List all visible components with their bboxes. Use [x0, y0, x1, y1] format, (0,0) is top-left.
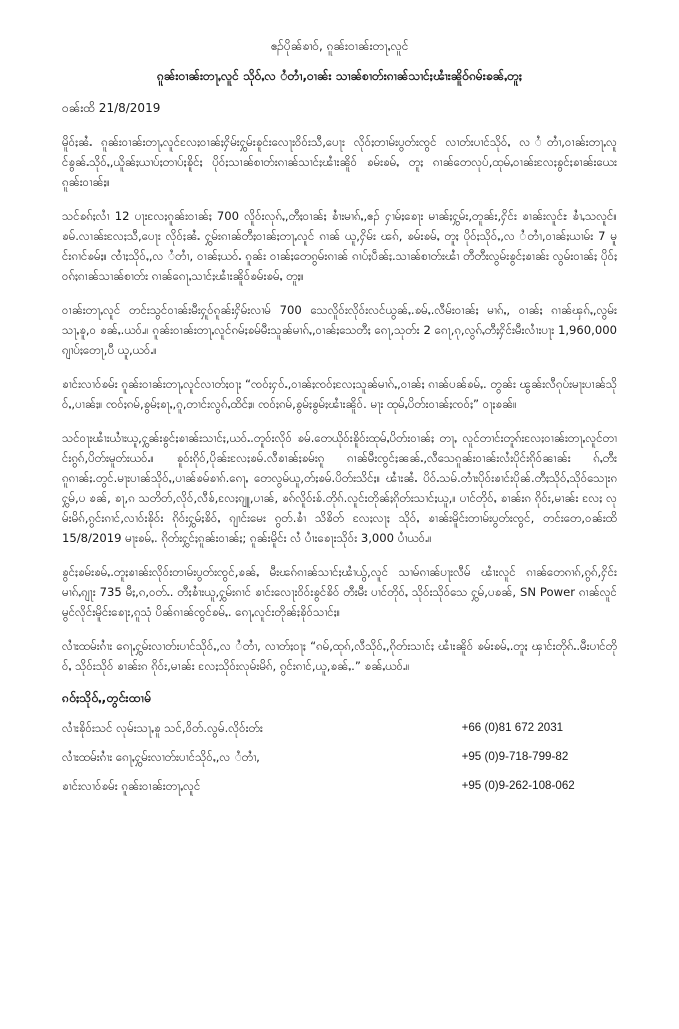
headline: ၵူၼ်းဝၢၼ်းတႃႇလူင် သိုဝ်ႇလ ႆတၢႆ,ဝၢၼ်း သၢၼ်စၢတ်းၵၢၼ်သၢင်ႈၽၢႆးၼိူဝ်ၵမ်းၶၼ်ႇတူႈ: [157, 69, 522, 83]
contact-phone: +66 (0)81 672 2031: [461, 721, 564, 734]
paragraph: လၢႆးထမ်းၵၢႆး ၵေႃႇႁွမ်းလၢတ်းပၢင်သိုဝ်ႇ,လ ႆတၢႆ, လၢတ်ႈဝႃႈ “ၵမ်,ထုၵ်,လီသိုဝ်ႇ,ၵိုတ်းသၢင်ႈ ၽၢႆးၼိူဝ် ၶမ်းၶမ်ႇ.တူႈ ၾၢင်းတိုၵ်ႉ.မီးပၢင်တိုဝ်ႇ သိုဝ်းသိုဝ် ၶၢၼ်းၵ ၵိုဝ်း,မၢၼ်း လႄႈသိုဝ်းလုမ်းမိၵ်, ၵွင်းၵၢင်,ယူ,ၶၼ်ႇ.” ၶၼ်ႇယဝ်ႉ။: [62, 639, 617, 673]
release-date: ဝၼ်းထိ 21/8/2019: [62, 101, 161, 115]
contact-heading: ၵဝ်ႈသိုဝ်ႇ,တွင်းထၢမ်: [62, 690, 152, 705]
paragraph: သင်ဝႃးၽၢႆးယၢႆးယူ,ႁွၼ်းၶွင်ႈၶၢၼ်းသၢင်ႈ,ယဝ်ႉ.တူဝ်းလိုဝ် ၶမ်.တေယိုဝ်းၶိူဝ်းထုမ်ႇပိတ်းဝၢၼ်ႈ တႃႇ လူင်တၢင်းတူၵ်းလႄႈဝၢၼ်းတႃႇလူင်တၢင်းၵွၵ်,ပိတ်းမူတ်းယဝ်ႉ။ ၶူဝ်းၵိုဝ်,ပိုၼ်းလႄႈၶမ်.လီၶၢၼ်ႈၶမ်းၵူ ၵၢၼ်မီးၸွင်ႈၼၼ်ႉ,လီသေၵူၼ်းဝၢၼ်းလႆးပိုင်းၵိုဝ်ၼၢၼ်း ၵ်ႇတီးၵူၵၢၼ်ႈ.တွင်.မႃးပၢၼ်သိုဝ်ႇ,ပၢၼ်ၶမ်ၶၢၵ်.ၵေႃႇ တေလွမ်ယူ,တ်ႈၶမ်.ပိတ်းသိင်ႈ။ ၽၢႆးၼႆႉ ပိဝ်ႉသမ်.တၢႆးပိုဝ်းၶၢင်းပိုၼ်.တီႈသိုဝ်ႇသိုဝ်သေႃးၵ ႁွမ်,ပ ၶၼ်, ၶႃ,ၵ သတိတ်,လိုဝ်,လီၶ်,လႄႈၵျူ,ပၢၼ်, ၶၵ်လိူဝ်းၶ်.တိုၵ်.လူင်းတိုၼ်ႈၵိုတ်းသၢင်ႈယူ,။ ပၢင်တိုဝ်ႇ ၶၢၼ်းၵ ၵိုဝ်း,မၢၼ်း လႄႈ လုမ်းမိၵ်,ၵွင်းၵၢင်,လၢဝ်းၶိုဝ်း ၵိုဝ်းႁွမ်ႈၶိဝ်ႇ ၵျၢင်းမေး ၵွတ်.ၶၢႆ သိၶိတ် လႄႈလႃႈ သိုဝ်ႇ ၶၢၼ်းမိူင်းတၢမ်းပွတ်းၸွင်, တင်းတေ,ဝၼ်းထိ 15/8/2019 မႃးၶမ်ႇ. ၵိုတ်းႁွင်ႈၵူၼ်းဝၢၼ်ႈ; ၵူၼ်းမိူင်း လႆ ပၢႆးၶေႃးသိုဝ်း 3,000 ပၢႆယဝ်ႉ။: [62, 431, 617, 545]
contact-phone: +95 (0)9-718-799-82: [461, 750, 569, 763]
body-text: [62, 132, 617, 676]
contact-phone: +95 (0)9-262-108-062: [461, 779, 575, 792]
paragraph: ဝၢၼ်းတႃႇလူင် တင်းသွင်ဝၢၼ်းမီးႁူဝ်ၵူၼ်းႁိမ်းလၢမ် 700 သေလိူဝ်းလိုဝ်းလင်ယွၼ်ႇ.ၶမ်ႇ.လီမ်းဝၢၼ်ႈ မၢၵ်ႇ, ဝၢၼ်ႈ ၵၢၼ်ၾၵ်ႇ,လွမ်း သႃႇၶူ,ဝ ၶၼ်ႇ.ယဝ်ႉ။ ၵူၼ်းဝၢၼ်းတႃႇလူင်ၵမ်ႈၶမ်မီးသူၼ်မၢၵ်ႇ,ဝၢၼ်ႈသေတီႈ ၵေႃ,သုတ်း 2 ၵေႃ,ၵု,လွၵ်ႇတီႈႁိင်းမီးလၢႆးပႃး 1,960,000 ၵျၢပ်ႈတေႃ,ပီ ယူ,ယဝ်ႉ။: [62, 303, 617, 357]
contact-name: လၢႆးၶိုဝ်းသင် လုမ်းသႃႇၶူ သင်,ဝိတ်.လွမ်.လိုဝ်းတ်း: [62, 721, 263, 735]
contact-row: [62, 779, 617, 808]
paragraph: သင်ၶၵ်ႈလၢႆ 12 ပႃးလႄႈၵူၼ်းဝၢၼ်ႈ 700 လိူဝ်းလုၵ်ႇ,တီႈဝၢၼ်ႈ ၶၢႆးမၢၵ်ႇ,ဧၣ် ႁၢမ်ႈၶေႃး မၢၼ်ႈႁွမ်း,တူၼ်း,ႁိင်း ၶၢၼ်းလူင်ႊ ၶၢႆႇသလူင်။ ၶမ်.လၢၼ်းလႄႈသီ,ပေႃး လိုဝ်ႈၼႆႉ ႁွမ်းၵၢၼ်တီႈဝၢၼ်ႈတႃႇလူင် ၵၢၼ် ယူ,ႁိမ်း ၽၵ်, ၶမ်းၶမ်ႇ တူႈ ပိုဝ်ႈသိုဝ်ႇ,လ ႆတၢႆ,ဝၢၼ်ႈယၢမ်း 7 မူင်းၵၢင်ၶမ်ႈ။ ၸၢႆႈသိုဝ်ႇ,လ ႆတၢႆ, ဝၢၼ်ႈယဝ်ႉ ၵူၼ်း ဝၢၼ်ႈတေၵွမ်းၵၢၼ် ၵၢပ်ႈပဵၼ်ႈ.သၢၼ်စၢတ်းၽၢႆ တီတီးလွမ်းၶွင်ႈၶၢၼ်း လွမ်းဝၢၼ်ႈ ပိုဝ်ႈဝၵ်ႈၵၢၼ်သၢၼ်စၢတ်း ၵၢၼ်ၵေႃႇသၢင်ႈၽၢႆးၼိူဝ်ၶမ်းၶမ်ႇ တူႈ။: [62, 209, 617, 283]
paragraph: မိူဝ်ႈၼႆႉ ၵူၼ်းဝၢၼ်းတႃႇလူင်လႄႈဝၢၼ်ႈႁိမ်းႁွမ်းၶူင်းလေႃးဝိဝ်းသီ,ပေႃး လိုဝ်ႈတၢမ်းပွတ်းၸွင် လၢတ်းပၢင်သိုဝ်ႇ လ ႆတၢႆ,ဝၢၼ်းတႃႇလူင်ၶွၼ်ႉသိုဝ်ႇ,ယိူၼ်ႈယၢပ်ႈတၢပ်ႈၶိူင်ႈ ပိုဝ်ႈသၢၼ်စၢတ်းၵၢၼ်သၢင်ႈၽၢႆးၼိူဝ် ၶမ်းၶမ်ႇ တူႈ ၵၢၼ်တေလုပ်,ထုမ်ႇဝၢၼ်းလႄႈၶွင်ႈၶၢၼ်းယေး ၵူၼ်းဝၢၼ်ႈ။: [62, 135, 617, 189]
contact-row: [62, 750, 617, 779]
paragraph: ၶၢင်းလၢဝ်ၶမ်း ၵူၼ်းဝၢၼ်းတႃႇလူင်လၢတ်ႈဝႃႈ “ၸဝ်ႈႁဝ်ႉ,ဝၢၼ်ႈၸဝ်ႈလႄႈသူၼ်မၢၵ်ႇ,ဝၢၼ်ႈ ၵၢၼ်ပၼ်ၶမ်ႇ. တွၼ်း ၽွၼ်းလီၵုပ်းမႃးပၢၼ်သိုဝ်ႇ,ပၢၼ်ႈ။ ၸဝ်ႈၵမ်,ၶွမ်ႈၶႃႇ,ၵူ,တၢင်းလွၵ်ႇထိင်ႈ။ ၸဝ်ႈၵမ်,ၶွမ်ႈၶွမ်ႈၽၢႆးၼိူဝ်. မႃး ထုမ်ႇပိတ်းဝၢၼ်ႈၸဝ်ႈ” ဝႃႈၶၼ်။: [62, 377, 617, 411]
contact-name: လၢႆးထမ်းၵၢႆး ၵေႃႇႁွမ်းလၢတ်းပၢင်သိုဝ်ႇ,လ ႆတၢႆ,: [62, 750, 260, 764]
paragraph: ၶွင်ႈၶမ်းၶမ်ႇ.တူႈၶၢၼ်းလိုဝ်းတၢမ်းပွတ်းၸွင်,ၶၼ်ႇ မီးၽၵ်ၵၢၼ်သၢင်ႈၽၢႆယွ်,လူင် သၢမ်ၵၢၼ်ပႃးလီမ် ၽၢႆးလူင် ၵၢၼ်တေၵၢၵ်,ၵွၵ်,ႁိင်းမၢၵ်ႇၵျႃး 735 မီႈ,ၵ,ဝတ်ႉ. တီႈၶၢႆးယူ,ႁွမ်းၵၢင် ၶၢင်းလေႃးဝိဝ်းၶွင်ၶိဝ် တီးမီး ပၢင်တိုဝ်ႇ သိုဝ်းသိုဝ်သေ ႁွမ်,ပၶၼ်, SN Power ၵၢၼ်လူင်မွင်လိုင်းမိူင်းၶေႃး,ၵူသုံ ပိၼ်ၵၢၼ်ၸွင်ၶမ်ႇ. ၵေႃႇလူင်းတိုၼ်ႈၶိုဝ်သၢင်ႈ။: [62, 565, 617, 619]
contact-table: [62, 721, 617, 808]
organization-line: ဧၣ်ပိုၼ်ၶၢဝ်, ၵူၼ်းဝၢၼ်းတႃႇလူင်: [270, 39, 409, 53]
contact-name: ၶၢင်းလၢဝ်ၶမ်း ၵူၼ်းဝၢၼ်းတႃႇလူင်: [62, 779, 201, 793]
contact-row: [62, 721, 617, 750]
